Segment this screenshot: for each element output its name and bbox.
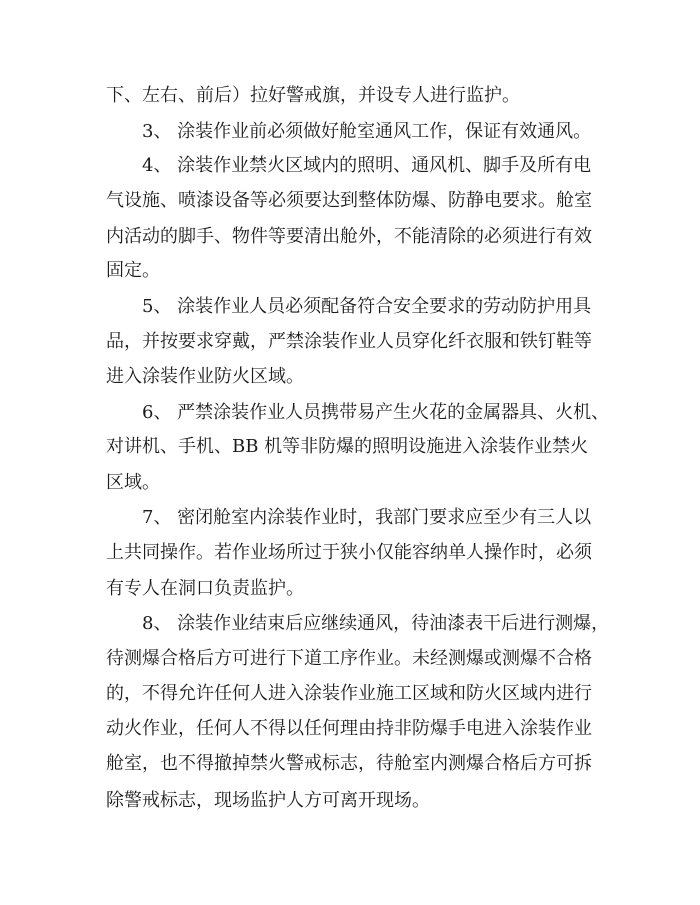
item-7-line-2: 上共同操作。若作业场所过于狭小仅能容纳单人操作时，必须 — [106, 542, 592, 563]
item-7-line-1: 7、 密闭舱室内涂装作业时，我部门要求应至少有三人以 — [142, 507, 592, 528]
item-8-line-6: 除警戒标志，现场监护人方可离开现场。 — [106, 790, 430, 811]
item-4-line-2: 气设施、喷漆设备等必须要达到整体防爆、防静电要求。舱室 — [106, 190, 592, 211]
item-5-line-1: 5、 涂装作业人员必须配备符合安全要求的劳动防护用具 — [142, 296, 592, 317]
item-8-line-1: 8、 涂装作业结束后应继续通风，待油漆表干后进行测爆， — [142, 613, 610, 634]
item-4-line-3: 内活动的脚手、物件等要清出舱外，不能清除的必须进行有效 — [106, 226, 592, 247]
item-3-line-1: 3、 涂装作业前必须做好舱室通风工作，保证有效通风。 — [142, 121, 592, 142]
item-4-line-4: 固定。 — [106, 260, 160, 281]
item-6-line-3: 区域。 — [106, 472, 160, 493]
item-8-line-5: 舱室，也不得撤掉禁火警戒标志，待舱室内测爆合格后方可拆 — [106, 753, 592, 774]
item-8-line-3: 的，不得允许任何人进入涂装作业施工区域和防火区域内进行 — [106, 683, 592, 704]
item-8-line-4: 动火作业，任何人不得以任何理由持非防爆手电进入涂装作业 — [106, 718, 592, 739]
item-6-line-1: 6、 严禁涂装作业人员携带易产生火花的金属器具、火机、 — [142, 402, 610, 423]
item-4-line-1: 4、 涂装作业禁火区域内的照明、通风机、脚手及所有电 — [142, 155, 592, 176]
item-6-line-2: 对讲机、手机、BB 机等非防爆的照明设施进入涂装作业禁火 — [106, 436, 589, 457]
text-line-1: 下、左右、前后）拉好警戒旗，并设专人进行监护。 — [106, 85, 520, 106]
item-7-line-3: 有专人在洞口负责监护。 — [106, 578, 304, 599]
item-5-line-2: 品，并按要求穿戴，严禁涂装作业人员穿化纤衣服和铁钉鞋等 — [106, 331, 592, 352]
item-8-line-2: 待测爆合格后方可进行下道工序作业。未经测爆或测爆不合格 — [106, 648, 592, 669]
item-5-line-3: 进入涂装作业防火区域。 — [106, 366, 304, 387]
